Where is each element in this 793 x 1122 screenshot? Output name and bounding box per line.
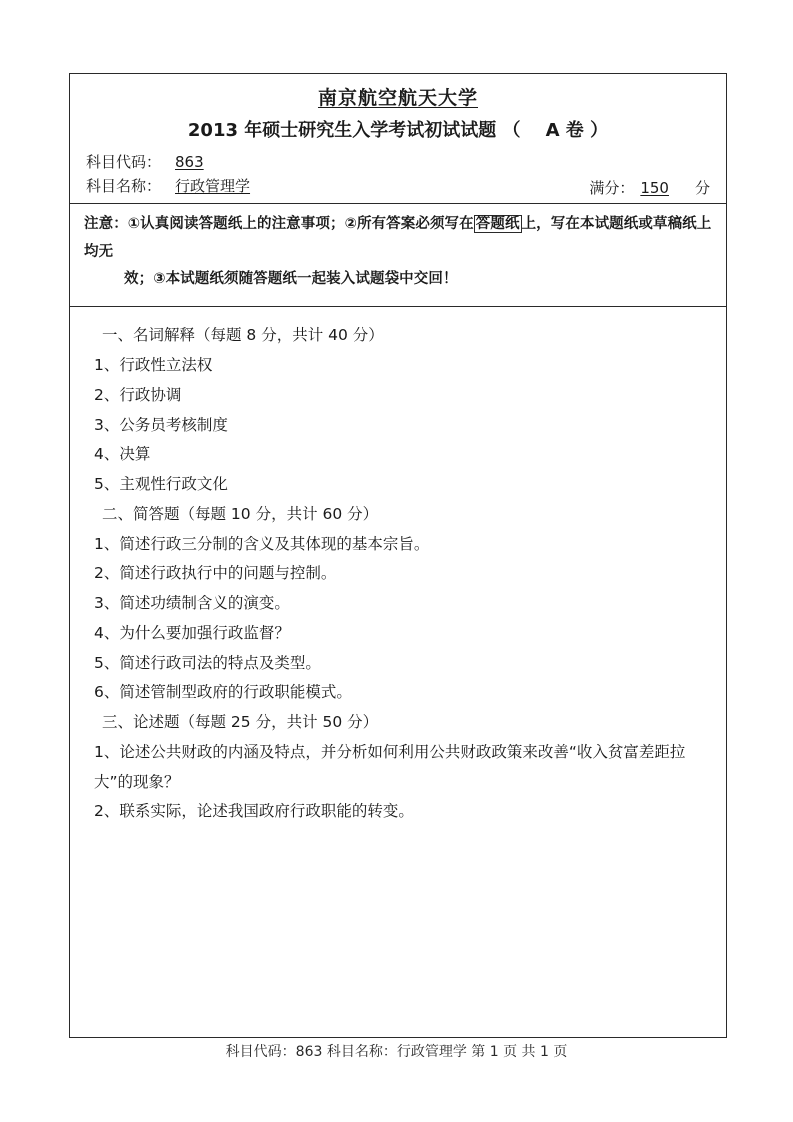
full-score-value: 150: [640, 178, 669, 197]
subject-name-value: 行政管理学: [175, 176, 251, 195]
section-heading: 二、简答题（每题 10 分，共计 60 分）: [102, 504, 379, 523]
section-noun-explanation: [84, 321, 712, 500]
exam-paper-page: [69, 73, 727, 1038]
notice-prefix: 注意：①认真阅读答题纸上的注意事项；②所有答案必须写在: [84, 215, 474, 232]
notice-line-1: [84, 211, 712, 267]
question-item: 5、主观性行政文化: [94, 475, 228, 494]
university-name: 南京航空航天大学: [317, 87, 478, 109]
question-item: 3、简述功绩制含义的演变。: [94, 594, 290, 613]
paper-header: [70, 74, 726, 145]
full-score-label: 满分：: [589, 178, 635, 197]
notice-line-2: 效；③本试题纸须随答题纸一起装入试题袋中交回！: [124, 271, 458, 288]
exam-title: 2013 年硕士研究生入学考试初试试题 （ A 卷 ）: [187, 119, 609, 141]
question-item: 1、简述行政三分制的含义及其体现的基本宗旨。: [94, 534, 430, 553]
question-item: 5、简述行政司法的特点及类型。: [94, 653, 321, 672]
section-short-answer: [84, 500, 712, 708]
question-item: 1、论述公共财政的内涵及特点，并分析如何利用公共财政政策来改善“收入贫富差距拉大”的现象？: [94, 742, 686, 791]
question-body: [70, 307, 726, 827]
page-footer: 科目代码：863 科目名称：行政管理学 第 1 页 共 1 页: [225, 1044, 568, 1060]
question-item: 6、简述管制型政府的行政职能模式。: [94, 683, 352, 702]
question-item: 4、为什么要加强行政监督？: [94, 623, 290, 642]
question-item: 2、简述行政执行中的问题与控制。: [94, 564, 337, 583]
notice-boxed-term: 答题纸: [475, 215, 520, 232]
subject-code-row: [70, 151, 726, 174]
exam-notice: [70, 204, 726, 301]
question-item: 2、行政协调: [94, 385, 182, 404]
subject-code-label: 科目代码：: [86, 153, 162, 172]
notice-suffix: 上，写在本试题纸或草稿纸上均无: [84, 215, 712, 260]
question-item: 3、公务员考核制度: [94, 415, 228, 434]
question-item: 2、联系实际，论述我国政府行政职能的转变。: [94, 802, 414, 821]
section-heading: 一、名词解释（每题 8 分，共计 40 分）: [102, 326, 384, 345]
subject-name-label: 科目名称：: [86, 176, 162, 195]
full-score-unit: 分: [694, 178, 710, 197]
section-heading: 三、论述题（每题 25 分，共计 50 分）: [102, 713, 379, 732]
section-essay: [84, 708, 712, 827]
question-item: 4、决算: [94, 445, 151, 464]
subject-meta-block: [70, 151, 726, 198]
full-score-block: [589, 177, 710, 198]
question-item: 1、行政性立法权: [94, 356, 213, 375]
subject-code-value: 863: [175, 153, 204, 172]
